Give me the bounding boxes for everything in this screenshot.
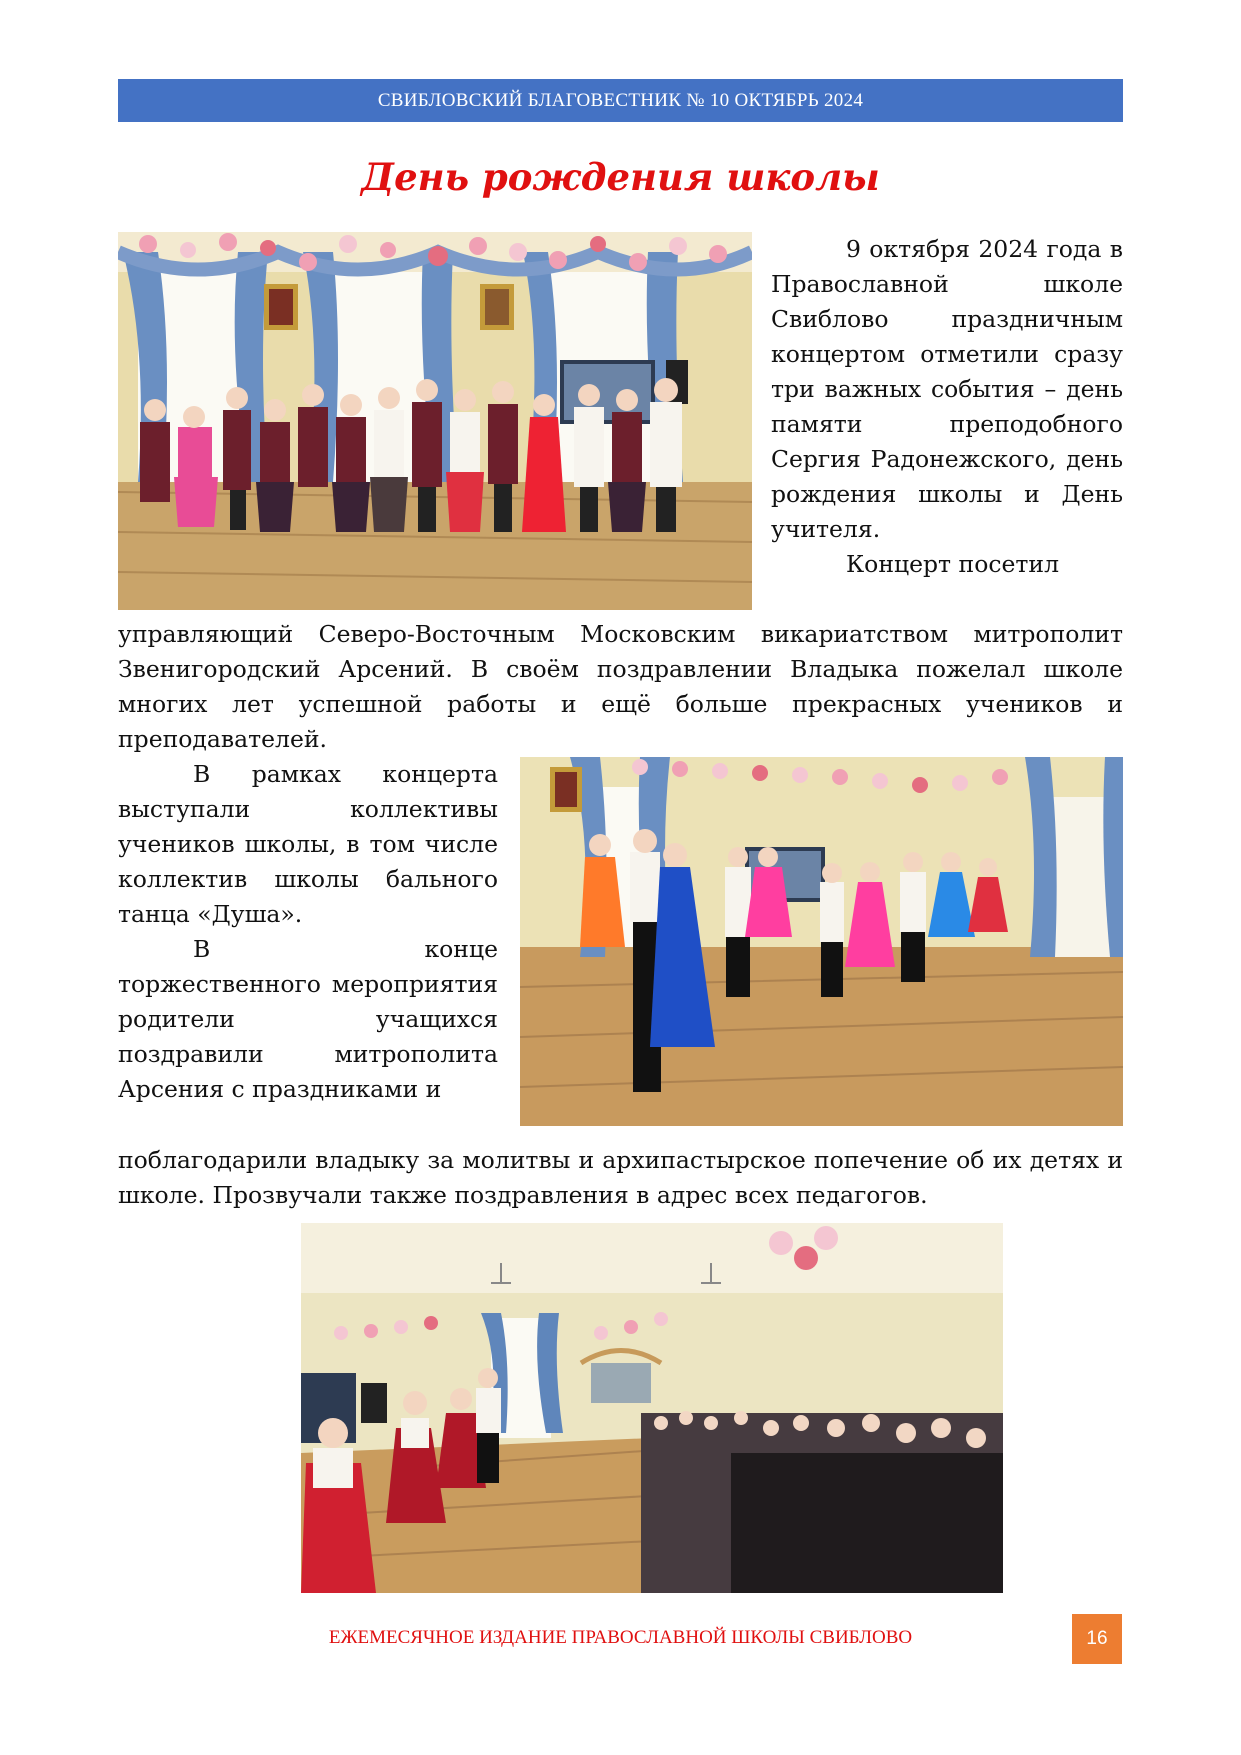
paragraph-4-top: В конце торжественного мероприятия родители учащихся поздравили митрополита Арсения с праздниками и: [118, 935, 498, 1103]
page-number-badge: 16: [1072, 1614, 1122, 1664]
paragraph-4-rest: поблагодарили владыку за молитвы и архипастырское попечение об их детях и школе. Прозвучали также поздравления в адрес всех педагогов.: [118, 1146, 1123, 1209]
paragraph-left-column: [118, 757, 498, 1107]
article-title: День рождения школы: [361, 155, 880, 199]
footer-publication: ЕЖЕМЕСЯЧНОЕ ИЗДАНИЕ ПРАВОСЛАВНОЙ ШКОЛЫ СВИБЛОВО: [328, 1627, 913, 1648]
photo-hall-audience: [301, 1223, 1003, 1593]
paragraph-3: В рамках концерта выступали коллективы учеников школы, в том числе коллектив школы бального танца «Душа».: [118, 760, 498, 928]
photo-dancers: [520, 757, 1123, 1126]
page-header: СВИБЛОВСКИЙ БЛАГОВЕСТНИК № 10 ОКТЯБРЬ 2024: [118, 79, 1123, 122]
paragraph-intro: [771, 232, 1123, 582]
paragraph-2-top: Концерт посетил: [846, 550, 1060, 578]
paragraph-1: 9 октября 2024 года в Православной школе Свиблово праздничным концертом отметили сразу три важных события – день памяти преподобного Сергия Радонежского, день рождения школы и День учителя.: [771, 235, 1123, 543]
photo-choir: [118, 232, 752, 610]
paragraph-2-rest: управляющий Северо-Восточным Московским викариатством митрополит Звенигородский Арсений. В своём поздравлении Владыка пожелал школе многих лет успешной работы и ещё больше прекрасных учеников и преподавателей.: [118, 620, 1123, 753]
